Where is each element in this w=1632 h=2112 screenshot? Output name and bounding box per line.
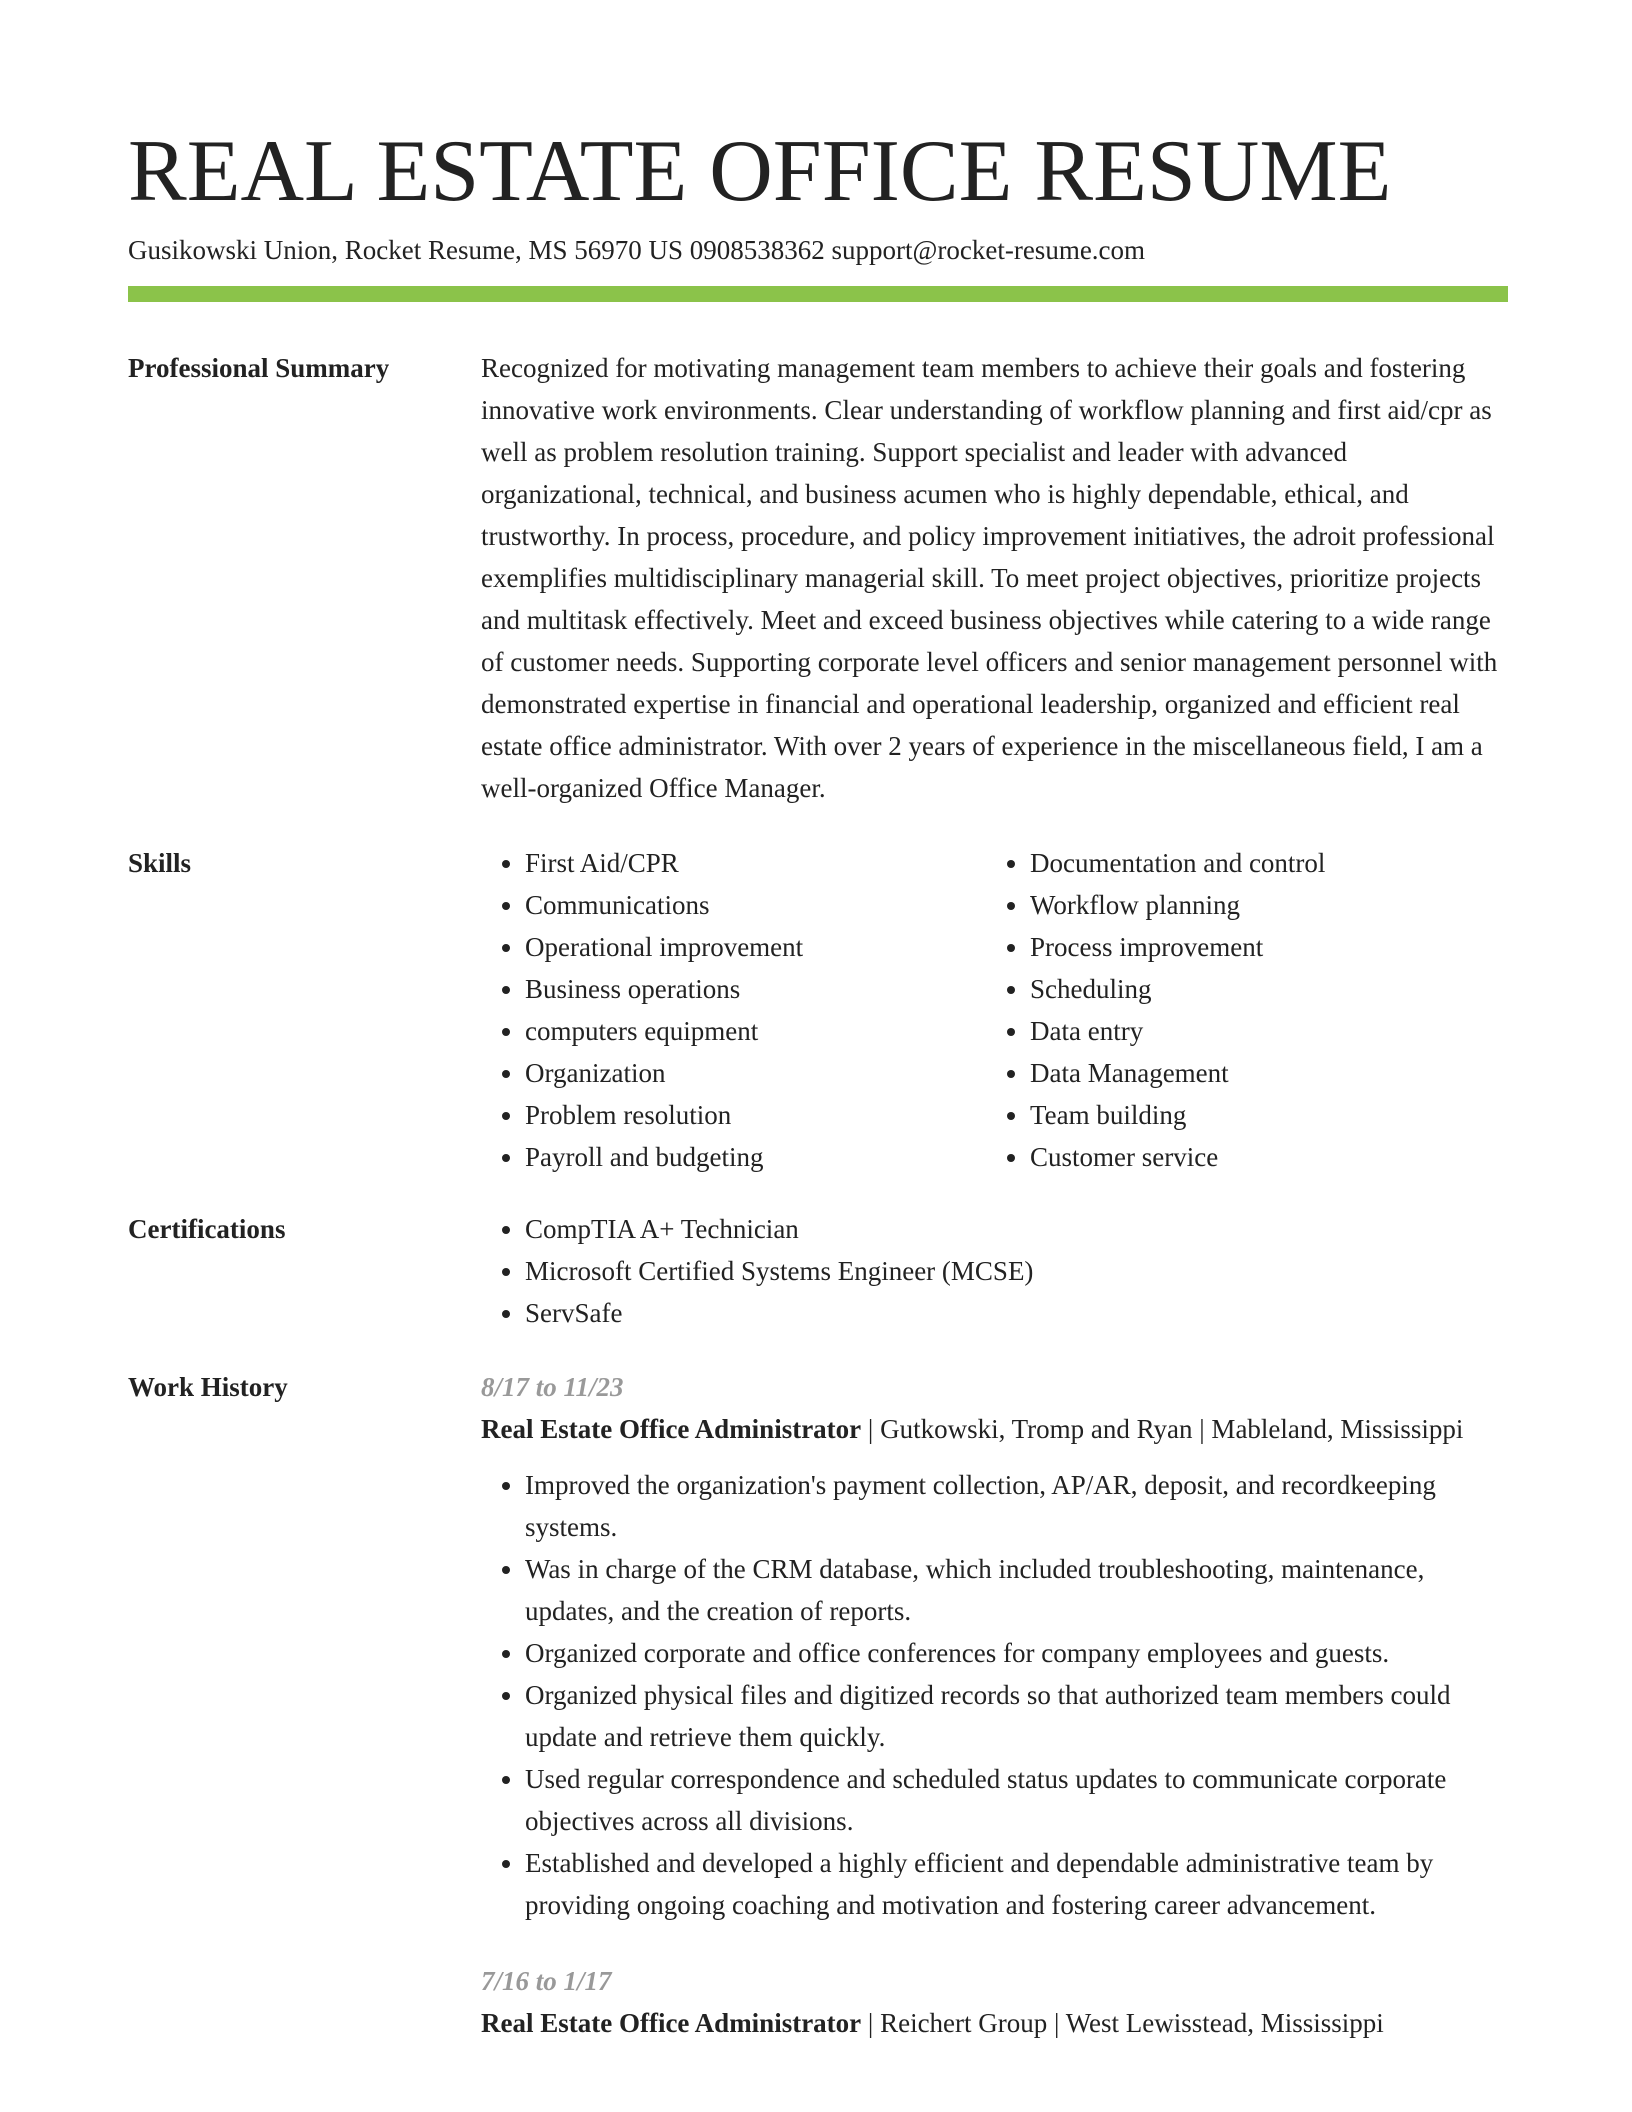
job-bullet: • Established and developed a highly efficient and dependable administrative team by providing ongoing coaching and motivation and fostering career advancement.: [525, 1842, 1508, 1926]
skills-list-right: [986, 842, 1491, 1178]
job-bullets: [481, 1464, 1508, 1926]
job-title: Real Estate Office Administrator: [481, 1414, 862, 1444]
job-bullet: • Organized physical files and digitized records so that authorized team members could update and retrieve them quickly.: [525, 1674, 1508, 1758]
skills-body: [481, 842, 1508, 1178]
contact-line: Gusikowski Union, Rocket Resume, MS 56970 US 0908538362 support@rocket-resume.com: [128, 235, 1146, 265]
certification-item: • Microsoft Certified Systems Engineer (MCSE): [525, 1250, 1508, 1292]
certifications-list: [481, 1208, 1508, 1334]
certifications-body: [481, 1208, 1508, 1334]
job-entry: [481, 1366, 1508, 1926]
skill-item: • Business operations: [525, 968, 986, 1010]
job-heading: [481, 2002, 1508, 2044]
accent-divider: [128, 286, 1508, 302]
job-title: Real Estate Office Administrator: [481, 2008, 862, 2038]
skills-column-left: [481, 842, 986, 1178]
certification-item: • CompTIA A+ Technician: [525, 1208, 1508, 1250]
skill-item: • computers equipment: [525, 1010, 986, 1052]
skill-item: • Team building: [1030, 1094, 1491, 1136]
skill-item: • Communications: [525, 884, 986, 926]
skills-label: Skills: [128, 848, 192, 878]
skill-item: • Process improvement: [1030, 926, 1491, 968]
job-entry: [481, 1960, 1508, 2044]
job-bullet: • Organized corporate and office conferences for company employees and guests.: [525, 1632, 1508, 1674]
job-details: | Gutkowski, Tromp and Ryan | Mableland, Mississippi: [861, 1414, 1464, 1444]
skill-item: • Data Management: [1030, 1052, 1491, 1094]
job-bullet: • Used regular correspondence and scheduled status updates to communicate corporate objectives across all divisions.: [525, 1758, 1508, 1842]
skill-item: • Problem resolution: [525, 1094, 986, 1136]
skills-column-right: [986, 842, 1491, 1178]
summary-label: Professional Summary: [128, 353, 390, 383]
resume-title: REAL ESTATE OFFICE RESUME: [128, 123, 1392, 220]
job-dates: 8/17 to 11/23: [481, 1372, 624, 1402]
skills-list-left: [481, 842, 986, 1178]
job-bullet: • Improved the organization's payment collection, AP/AR, deposit, and recordkeeping systems.: [525, 1464, 1508, 1548]
skill-item: • Payroll and budgeting: [525, 1136, 986, 1178]
skill-item: • Workflow planning: [1030, 884, 1491, 926]
certification-item: • ServSafe: [525, 1292, 1508, 1334]
job-details: | Reichert Group | West Lewisstead, Mississippi: [861, 2008, 1384, 2038]
work-history-body: [481, 1366, 1508, 2044]
job-heading: [481, 1408, 1508, 1450]
summary-text: Recognized for motivating management team members to achieve their goals and fostering innovative work environments. Clear understanding of workflow planning and first aid/cpr as well as problem resolution training. Support specialist and leader with advanced organizational, technical, and business acumen who is highly dependable, ethical, and trustworthy. In process, procedure, and policy improvement initiatives, the adroit professional exemplifies multidisciplinary managerial skill. To meet project objectives, prioritize projects and multitask effectively. Meet and exceed business objectives while catering to a wide range of customer needs. Supporting corporate level officers and senior management personnel with demonstrated expertise in financial and operational leadership, organized and efficient real estate office administrator. With over 2 years of experience in the miscellaneous field, I am a well-organized Office Manager.: [481, 353, 1498, 803]
job-bullet: • Was in charge of the CRM database, which included troubleshooting, maintenance, updates, and the creation of reports.: [525, 1548, 1508, 1632]
skill-item: • Operational improvement: [525, 926, 986, 968]
summary-body: [481, 347, 1508, 809]
skill-item: • Documentation and control: [1030, 842, 1491, 884]
certifications-label: Certifications: [128, 1214, 286, 1244]
job-dates: 7/16 to 1/17: [481, 1966, 612, 1996]
skill-item: • Scheduling: [1030, 968, 1491, 1010]
skills-grid: [481, 842, 1508, 1178]
skill-item: • Data entry: [1030, 1010, 1491, 1052]
skill-item: • First Aid/CPR: [525, 842, 986, 884]
skill-item: • Customer service: [1030, 1136, 1491, 1178]
skill-item: • Organization: [525, 1052, 986, 1094]
work-history-label: Work History: [128, 1372, 288, 1402]
